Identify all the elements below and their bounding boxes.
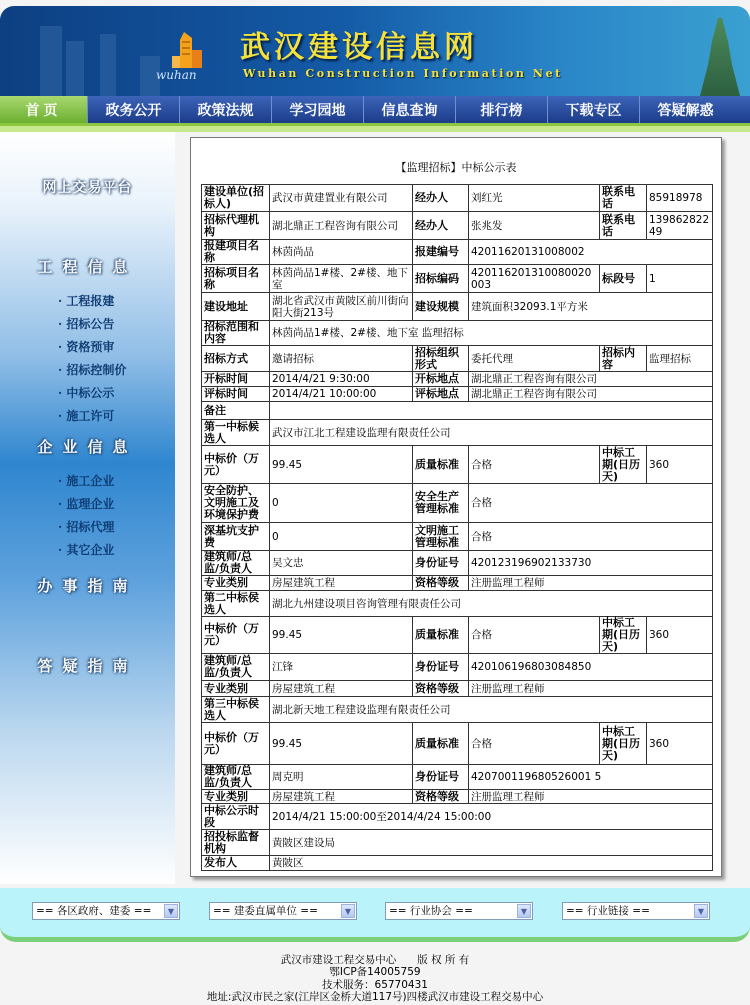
table-row — [202, 697, 713, 723]
nav-item-0[interactable]: 首页 — [0, 96, 87, 123]
field-label: 建设单位(招标人) — [202, 185, 270, 212]
field-value: 合格 — [469, 617, 600, 654]
field-value: 房屋建筑工程 — [270, 681, 413, 697]
table-row — [202, 293, 713, 321]
field-value: 1 — [647, 265, 713, 293]
field-value: 注册监理工程师 — [469, 681, 713, 697]
site-header — [0, 6, 750, 96]
sidebar-link-enterprise[interactable]: · 其它企业 — [58, 543, 115, 557]
field-label: 资格等级 — [413, 681, 469, 697]
field-value: 房屋建筑工程 — [270, 576, 413, 591]
field-value: 420116201310080020003 — [469, 265, 600, 293]
footer-line: 鄂ICP备14005759 — [329, 966, 421, 979]
sidebar — [0, 132, 175, 884]
field-label: 招标编码 — [413, 265, 469, 293]
link-select-value: == 各区政府、建委 == — [36, 905, 152, 917]
table-row — [202, 765, 713, 790]
sidebar-link-project[interactable]: · 中标公示 — [58, 386, 115, 400]
field-value: 林茵尚品 — [270, 240, 413, 265]
field-label: 资格等级 — [413, 790, 469, 804]
sidebar-online-trading[interactable]: 网上交易平台 — [42, 180, 133, 196]
field-value: 合格 — [469, 484, 713, 523]
field-value: 房屋建筑工程 — [270, 790, 413, 804]
field-label: 中标价（万元） — [202, 617, 270, 654]
sidebar-heading-qa[interactable]: 答疑指南 — [37, 657, 138, 675]
field-label: 报建项目名称 — [202, 240, 270, 265]
field-label: 身份证号 — [413, 654, 469, 681]
field-value: 黄陂区建设局 — [270, 830, 713, 856]
field-label: 招标项目名称 — [202, 265, 270, 293]
sidebar-link-project[interactable]: · 施工许可 — [58, 409, 115, 423]
link-select-2[interactable] — [385, 902, 533, 920]
field-label: 建筑师/总监/负责人 — [202, 654, 270, 681]
field-value: 邀请招标 — [270, 346, 413, 372]
yellow-crane-tower-image — [700, 18, 740, 96]
field-value: 湖北鼎正工程咨询有限公司 — [270, 212, 413, 240]
field-value: 湖北九州建设项目咨询管理有限责任公司 — [270, 591, 713, 617]
sidebar-link-project[interactable]: · 招标控制价 — [58, 363, 127, 377]
sidebar-link-enterprise[interactable]: · 施工企业 — [58, 474, 115, 488]
field-label: 经办人 — [413, 185, 469, 212]
field-value: 湖北省武汉市黄陂区前川街向阳大街213号 — [270, 293, 413, 321]
field-value: 13986282249 — [647, 212, 713, 240]
field-value: 刘红光 — [469, 185, 600, 212]
field-label: 招标范围和内容 — [202, 321, 270, 346]
field-value: 0 — [270, 523, 413, 551]
field-label: 中标价（万元） — [202, 723, 270, 765]
field-value: 2014/4/21 10:00:00 — [270, 387, 413, 402]
field-value: 360 — [647, 617, 713, 654]
field-label: 身份证号 — [413, 765, 469, 790]
table-row — [202, 723, 713, 765]
field-label: 发布人 — [202, 856, 270, 871]
table-row — [202, 387, 713, 402]
sidebar-heading-guide[interactable]: 办事指南 — [37, 577, 138, 595]
field-label: 中标公示时段 — [202, 804, 270, 830]
field-value: 99.45 — [270, 446, 413, 484]
field-value: 吴文忠 — [270, 551, 413, 576]
field-label: 联系电话 — [600, 185, 647, 212]
table-row — [202, 402, 713, 420]
field-label: 经办人 — [413, 212, 469, 240]
field-value: 林茵尚品1#楼、2#楼、地下室 监理招标 — [270, 321, 713, 346]
field-label: 质量标准 — [413, 723, 469, 765]
field-label: 质量标准 — [413, 446, 469, 484]
field-value: 武汉市黄建置业有限公司 — [270, 185, 413, 212]
link-select-value: == 建委直属单位 == — [213, 905, 318, 917]
field-value: 2014/4/21 15:00:00至2014/4/24 15:00:00 — [270, 804, 713, 830]
table-row — [202, 185, 713, 212]
table-row — [202, 591, 713, 617]
field-value: 注册监理工程师 — [469, 790, 713, 804]
field-value: 360 — [647, 723, 713, 765]
nav-item-1[interactable]: 政务公开 — [87, 96, 179, 123]
field-value: 85918978 — [647, 185, 713, 212]
table-row — [202, 346, 713, 372]
chevron-down-icon[interactable]: ▼ — [517, 904, 531, 918]
footer-line: 地址:武汉市民之家(江岸区金桥大道117号)四楼武汉市建设工程交易中心 — [206, 990, 544, 1003]
field-value: 420106196803084850 — [469, 654, 713, 681]
nav-item-4[interactable]: 信息查询 — [363, 96, 455, 123]
field-label: 深基坑支护费 — [202, 523, 270, 551]
field-label: 文明施工管理标准 — [413, 523, 469, 551]
nav-item-6[interactable]: 下载专区 — [547, 96, 639, 123]
table-row — [202, 446, 713, 484]
chevron-down-icon[interactable]: ▼ — [164, 904, 178, 918]
field-label: 评标时间 — [202, 387, 270, 402]
sidebar-link-project[interactable]: · 招标公告 — [58, 317, 115, 331]
table-row — [202, 212, 713, 240]
field-label: 资格等级 — [413, 576, 469, 591]
field-value: 湖北鼎正工程咨询有限公司 — [469, 372, 713, 387]
link-select-0[interactable] — [32, 902, 180, 920]
site-subtitle: Wuhan Construction Information Net — [243, 67, 563, 80]
field-label: 建设规模 — [413, 293, 469, 321]
field-label: 标段号 — [600, 265, 647, 293]
link-select-value: == 行业链接 == — [566, 905, 650, 917]
table-row — [202, 654, 713, 681]
sidebar-heading-enterprise: 企业信息 — [37, 438, 138, 456]
nav-item-3[interactable]: 学习园地 — [271, 96, 363, 123]
sidebar-link-project[interactable]: · 工程报建 — [58, 294, 115, 308]
table-row — [202, 617, 713, 654]
field-label: 专业类别 — [202, 790, 270, 804]
field-label: 备注 — [202, 402, 270, 420]
field-label: 招标内容 — [600, 346, 647, 372]
table-row — [202, 681, 713, 697]
field-label: 开标时间 — [202, 372, 270, 387]
award-notice-table — [201, 184, 713, 871]
field-value: 张兆发 — [469, 212, 600, 240]
field-label: 招标组织形式 — [413, 346, 469, 372]
table-row — [202, 240, 713, 265]
nav-item-7[interactable]: 答疑解惑 — [639, 96, 731, 123]
field-label: 中标工期(日历天) — [600, 446, 647, 484]
field-value: 360 — [647, 446, 713, 484]
table-row — [202, 372, 713, 387]
field-label: 专业类别 — [202, 576, 270, 591]
field-value: 建筑面积32093.1平方米 — [469, 293, 713, 321]
table-row — [202, 523, 713, 551]
field-value: 周克明 — [270, 765, 413, 790]
table-row — [202, 804, 713, 830]
chevron-down-icon[interactable]: ▼ — [694, 904, 708, 918]
chevron-down-icon[interactable]: ▼ — [341, 904, 355, 918]
field-value: 420123196902133730 — [469, 551, 713, 576]
field-label: 开标地点 — [413, 372, 469, 387]
field-value: 黄陂区 — [270, 856, 713, 871]
field-value: 湖北新天地工程建设监理有限责任公司 — [270, 697, 713, 723]
field-value: 合格 — [469, 723, 600, 765]
table-row — [202, 265, 713, 293]
field-value: 委托代理 — [469, 346, 600, 372]
table-row — [202, 551, 713, 576]
field-label: 质量标准 — [413, 617, 469, 654]
sidebar-link-enterprise[interactable]: · 招标代理 — [58, 520, 115, 534]
field-label: 招投标监督机构 — [202, 830, 270, 856]
table-row — [202, 856, 713, 871]
field-value — [270, 402, 713, 420]
field-value: 武汉市江北工程建设监理有限责任公司 — [270, 420, 713, 446]
main-nav — [0, 96, 750, 126]
field-value: 湖北鼎正工程咨询有限公司 — [469, 387, 713, 402]
logo-text: wuhan — [156, 68, 197, 82]
table-row — [202, 830, 713, 856]
field-label: 评标地点 — [413, 387, 469, 402]
notice-title: 【监理招标】中标公示表 — [395, 161, 517, 174]
field-value: 99.45 — [270, 723, 413, 765]
field-label: 中标工期(日历天) — [600, 617, 647, 654]
field-label: 第三中标侯选人 — [202, 697, 270, 723]
field-value: 42011620131008002 — [469, 240, 713, 265]
field-label: 中标价（万元） — [202, 446, 270, 484]
field-label: 身份证号 — [413, 551, 469, 576]
field-label: 第二中标侯选人 — [202, 591, 270, 617]
building-logo-icon — [170, 28, 212, 70]
field-label: 招标代理机构 — [202, 212, 270, 240]
field-label: 安全防护、文明施工及环境保护费 — [202, 484, 270, 523]
field-value: 注册监理工程师 — [469, 576, 713, 591]
table-row — [202, 790, 713, 804]
field-value: 合格 — [469, 446, 600, 484]
field-value: 99.45 — [270, 617, 413, 654]
table-row — [202, 484, 713, 523]
field-label: 中标工期(日历天) — [600, 723, 647, 765]
field-value: 合格 — [469, 523, 713, 551]
field-label: 建筑师/总监/负责人 — [202, 551, 270, 576]
field-label: 安全生产管理标准 — [413, 484, 469, 523]
table-row — [202, 576, 713, 591]
nav-item-5[interactable]: 排行榜 — [455, 96, 547, 123]
link-select-1[interactable] — [209, 902, 357, 920]
field-label: 联系电话 — [600, 212, 647, 240]
field-label: 专业类别 — [202, 681, 270, 697]
sidebar-link-enterprise[interactable]: · 监理企业 — [58, 497, 115, 511]
notice-panel — [190, 137, 722, 877]
field-label: 第一中标候选人 — [202, 420, 270, 446]
field-value: 监理招标 — [647, 346, 713, 372]
nav-item-2[interactable]: 政策法规 — [179, 96, 271, 123]
footer — [0, 954, 750, 1003]
field-label: 报建编号 — [413, 240, 469, 265]
field-value: 2014/4/21 9:30:00 — [270, 372, 413, 387]
table-row — [202, 321, 713, 346]
link-select-value: == 行业协会 == — [389, 905, 473, 917]
link-select-3[interactable] — [562, 902, 710, 920]
site-title: 武汉建设信息网 — [240, 30, 478, 65]
sidebar-link-project[interactable]: · 资格预审 — [58, 340, 115, 354]
sidebar-heading-project: 工程信息 — [37, 258, 138, 276]
field-value: 0 — [270, 484, 413, 523]
footer-line: 技术服务：65770431 — [322, 978, 428, 991]
field-value: 林茵尚品1#楼、2#楼、地下室 — [270, 265, 413, 293]
field-label: 建筑师/总监/负责人 — [202, 765, 270, 790]
links-band — [0, 888, 750, 942]
table-row — [202, 420, 713, 446]
field-value: 江锋 — [270, 654, 413, 681]
footer-line: 武汉市建设工程交易中心 版 权 所 有 — [280, 954, 470, 966]
field-label: 建设地址 — [202, 293, 270, 321]
field-label: 招标方式 — [202, 346, 270, 372]
field-value: 420700119680526001 5 — [469, 765, 713, 790]
